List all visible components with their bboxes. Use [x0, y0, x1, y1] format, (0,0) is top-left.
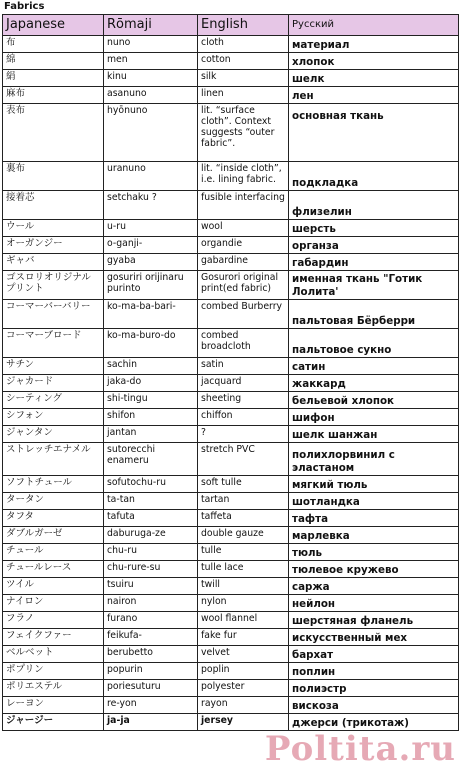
- cell-russian: шерсть: [289, 220, 459, 237]
- cell-romaji: poriesuturu: [104, 680, 198, 697]
- cell-english: cloth: [198, 36, 289, 53]
- cell-romaji: setchaku ?: [104, 191, 198, 220]
- cell-romaji: men: [104, 53, 198, 70]
- table-row: [3, 578, 459, 595]
- cell-russian: бельевой хлопок: [289, 392, 459, 409]
- cell-russian: шерстяная фланель: [289, 612, 459, 629]
- cell-japanese: ツイル: [3, 578, 104, 595]
- cell-romaji: daburuga-ze: [104, 527, 198, 544]
- cell-romaji: jaka-do: [104, 375, 198, 392]
- cell-russian: подкладка: [289, 162, 459, 191]
- header-row: [3, 15, 459, 36]
- cell-japanese: ギャバ: [3, 254, 104, 271]
- cell-romaji: sachin: [104, 358, 198, 375]
- table-row: [3, 53, 459, 70]
- table-row: [3, 629, 459, 646]
- cell-romaji: jantan: [104, 426, 198, 443]
- cell-japanese: チュールレース: [3, 561, 104, 578]
- cell-romaji: uranuno: [104, 162, 198, 191]
- table-row: [3, 426, 459, 443]
- cell-russian: тюлевое кружево: [289, 561, 459, 578]
- cell-japanese: タフタ: [3, 510, 104, 527]
- cell-english: jacquard: [198, 375, 289, 392]
- cell-english: polyester: [198, 680, 289, 697]
- header-russian: Русский: [289, 15, 459, 36]
- cell-japanese: 麻布: [3, 87, 104, 104]
- table-row: [3, 510, 459, 527]
- cell-japanese: コーマーブロード: [3, 329, 104, 358]
- cell-romaji: ko-ma-ba-bari-: [104, 300, 198, 329]
- cell-russian: полихлорвинил с эластаном: [289, 443, 459, 476]
- cell-english: gabardine: [198, 254, 289, 271]
- cell-english: lit. “inside cloth”, i.e. lining fabric.: [198, 162, 289, 191]
- cell-russian: вискоза: [289, 697, 459, 714]
- cell-romaji: furano: [104, 612, 198, 629]
- cell-english: organdie: [198, 237, 289, 254]
- page-title: Fabrics: [4, 1, 45, 12]
- cell-russian: тафта: [289, 510, 459, 527]
- table-row: [3, 544, 459, 561]
- cell-english: tulle: [198, 544, 289, 561]
- cell-english: fake fur: [198, 629, 289, 646]
- table-row: [3, 237, 459, 254]
- table-row: [3, 714, 459, 731]
- cell-english: tartan: [198, 493, 289, 510]
- cell-english: taffeta: [198, 510, 289, 527]
- cell-english: satin: [198, 358, 289, 375]
- cell-english: tulle lace: [198, 561, 289, 578]
- cell-japanese: 表布: [3, 104, 104, 162]
- table-row: [3, 162, 459, 191]
- table-row: [3, 220, 459, 237]
- cell-russian: шифон: [289, 409, 459, 426]
- cell-russian: основная ткань: [289, 104, 459, 162]
- cell-russian: саржа: [289, 578, 459, 595]
- cell-romaji: popurin: [104, 663, 198, 680]
- cell-english: poplin: [198, 663, 289, 680]
- table-row: [3, 271, 459, 300]
- cell-romaji: sofutochu-ru: [104, 476, 198, 493]
- cell-english: jersey: [198, 714, 289, 731]
- cell-japanese: レーヨン: [3, 697, 104, 714]
- cell-japanese: ダブルガーゼ: [3, 527, 104, 544]
- cell-japanese: 絹: [3, 70, 104, 87]
- cell-romaji: chu-ru: [104, 544, 198, 561]
- cell-english: silk: [198, 70, 289, 87]
- cell-russian: лен: [289, 87, 459, 104]
- table-row: [3, 646, 459, 663]
- cell-japanese: ジャージー: [3, 714, 104, 731]
- cell-romaji: nuno: [104, 36, 198, 53]
- cell-romaji: sutorecchi enameru: [104, 443, 198, 476]
- fabrics-table: [2, 14, 459, 731]
- cell-romaji: ta-tan: [104, 493, 198, 510]
- cell-romaji: u-ru: [104, 220, 198, 237]
- table-row: [3, 375, 459, 392]
- cell-english: ?: [198, 426, 289, 443]
- cell-russian: бархат: [289, 646, 459, 663]
- table-row: [3, 191, 459, 220]
- cell-romaji: feikufa-: [104, 629, 198, 646]
- table-row: [3, 680, 459, 697]
- cell-romaji: re-yon: [104, 697, 198, 714]
- cell-japanese: シフォン: [3, 409, 104, 426]
- cell-russian: пальтовое сукно: [289, 329, 459, 358]
- cell-japanese: コーマーバーバリー: [3, 300, 104, 329]
- cell-english: sheeting: [198, 392, 289, 409]
- cell-japanese: フェイクファー: [3, 629, 104, 646]
- cell-japanese: ジャカード: [3, 375, 104, 392]
- cell-english: stretch PVC: [198, 443, 289, 476]
- cell-russian: шотландка: [289, 493, 459, 510]
- cell-japanese: ゴスロリオリジナルプリント: [3, 271, 104, 300]
- table-row: [3, 36, 459, 53]
- cell-russian: именная ткань "Готик Лолита': [289, 271, 459, 300]
- table-row: [3, 663, 459, 680]
- cell-japanese: オーガンジー: [3, 237, 104, 254]
- cell-japanese: 布: [3, 36, 104, 53]
- cell-russian: джерси (трикотаж): [289, 714, 459, 731]
- table-row: [3, 697, 459, 714]
- header-romaji: Rōmaji: [104, 15, 198, 36]
- cell-russian: искусственный мех: [289, 629, 459, 646]
- header-english: English: [198, 15, 289, 36]
- cell-english: combed broadcloth: [198, 329, 289, 358]
- cell-english: wool flannel: [198, 612, 289, 629]
- cell-romaji: kinu: [104, 70, 198, 87]
- cell-romaji: gosuriri orijinaru purinto: [104, 271, 198, 300]
- cell-romaji: nairon: [104, 595, 198, 612]
- cell-russian: шелк: [289, 70, 459, 87]
- header-japanese: Japanese: [3, 15, 104, 36]
- cell-romaji: ko-ma-buro-do: [104, 329, 198, 358]
- cell-russian: шелк шанжан: [289, 426, 459, 443]
- cell-english: nylon: [198, 595, 289, 612]
- table-row: [3, 254, 459, 271]
- table-row: [3, 493, 459, 510]
- table-row: [3, 300, 459, 329]
- cell-romaji: tsuiru: [104, 578, 198, 595]
- cell-romaji: chu-rure-su: [104, 561, 198, 578]
- cell-russian: жаккард: [289, 375, 459, 392]
- table-row: [3, 358, 459, 375]
- cell-english: cotton: [198, 53, 289, 70]
- table-row: [3, 612, 459, 629]
- table-row: [3, 329, 459, 358]
- cell-english: fusible interfacing: [198, 191, 289, 220]
- cell-japanese: フラノ: [3, 612, 104, 629]
- cell-japanese: チュール: [3, 544, 104, 561]
- table-row: [3, 476, 459, 493]
- cell-russian: флизелин: [289, 191, 459, 220]
- cell-japanese: ポリエステル: [3, 680, 104, 697]
- cell-japanese: 接着芯: [3, 191, 104, 220]
- cell-romaji: gyaba: [104, 254, 198, 271]
- cell-romaji: asanuno: [104, 87, 198, 104]
- cell-romaji: hyōnuno: [104, 104, 198, 162]
- cell-english: soft tulle: [198, 476, 289, 493]
- table-row: [3, 595, 459, 612]
- cell-russian: марлевка: [289, 527, 459, 544]
- cell-russian: полиэстр: [289, 680, 459, 697]
- table-row: [3, 104, 459, 162]
- cell-english: lit. “surface cloth”. Context suggests “outer fabric”.: [198, 104, 289, 162]
- table-row: [3, 527, 459, 544]
- cell-romaji: ja-ja: [104, 714, 198, 731]
- table-row: [3, 87, 459, 104]
- cell-japanese: ベルベット: [3, 646, 104, 663]
- watermark-logo: Poltita.ru: [264, 729, 456, 769]
- cell-english: twill: [198, 578, 289, 595]
- table-row: [3, 443, 459, 476]
- cell-russian: поплин: [289, 663, 459, 680]
- cell-russian: тюль: [289, 544, 459, 561]
- cell-english: rayon: [198, 697, 289, 714]
- cell-russian: органза: [289, 237, 459, 254]
- cell-english: combed Burberry: [198, 300, 289, 329]
- table-row: [3, 70, 459, 87]
- cell-romaji: berubetto: [104, 646, 198, 663]
- cell-japanese: ウール: [3, 220, 104, 237]
- cell-japanese: シーティング: [3, 392, 104, 409]
- cell-russian: габардин: [289, 254, 459, 271]
- cell-romaji: shi-tingu: [104, 392, 198, 409]
- table-row: [3, 409, 459, 426]
- cell-russian: материал: [289, 36, 459, 53]
- cell-japanese: ナイロン: [3, 595, 104, 612]
- cell-romaji: tafuta: [104, 510, 198, 527]
- cell-romaji: o-ganji-: [104, 237, 198, 254]
- cell-japanese: ソフトチュール: [3, 476, 104, 493]
- table-row: [3, 392, 459, 409]
- cell-english: double gauze: [198, 527, 289, 544]
- cell-english: Gosurori original print(ed fabric): [198, 271, 289, 300]
- cell-russian: мягкий тюль: [289, 476, 459, 493]
- cell-russian: хлопок: [289, 53, 459, 70]
- cell-english: linen: [198, 87, 289, 104]
- cell-english: velvet: [198, 646, 289, 663]
- cell-japanese: サチン: [3, 358, 104, 375]
- cell-russian: пальтовая Бёрберри: [289, 300, 459, 329]
- cell-japanese: 裏布: [3, 162, 104, 191]
- table-body: [3, 36, 459, 731]
- cell-japanese: 綿: [3, 53, 104, 70]
- cell-japanese: タータン: [3, 493, 104, 510]
- table-row: [3, 561, 459, 578]
- cell-romaji: shifon: [104, 409, 198, 426]
- cell-japanese: ポプリン: [3, 663, 104, 680]
- cell-japanese: ストレッチエナメル: [3, 443, 104, 476]
- cell-russian: сатин: [289, 358, 459, 375]
- cell-english: chiffon: [198, 409, 289, 426]
- cell-english: wool: [198, 220, 289, 237]
- cell-russian: нейлон: [289, 595, 459, 612]
- cell-japanese: ジャンタン: [3, 426, 104, 443]
